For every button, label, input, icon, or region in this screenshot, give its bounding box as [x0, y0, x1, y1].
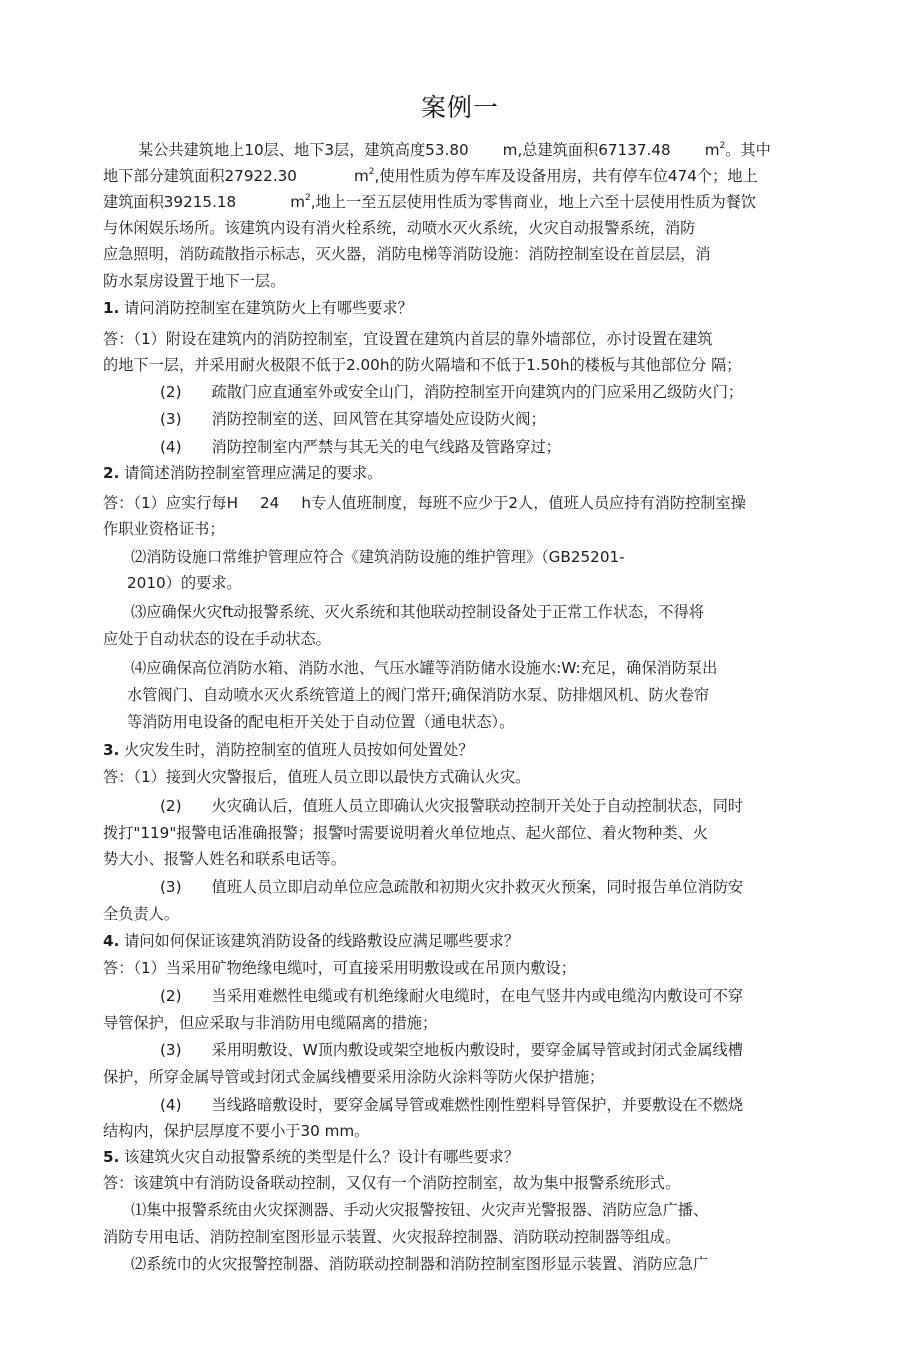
- intro-text: ,使用性质为停车库及设备用房，共有停车位474个；地上: [374, 167, 758, 185]
- answer-text: 24: [259, 494, 280, 512]
- question-1: [103, 297, 413, 319]
- answer-text: 答：（1）应实行每H: [103, 494, 238, 512]
- intro-text: 某公共建筑地上10层、地下3层，建筑高度53.80: [138, 141, 469, 159]
- item-text: 疏散门应直通室外或安全山门，消防控制室开向建筑内的门应采用乙级防火门；: [211, 383, 744, 401]
- item-text: 值班人员立即启动单位应急疏散和初期火灾扑救灭火预案，同时报告单位消防安: [211, 878, 744, 896]
- intro-text: 地下部分建筑面积27922.30: [103, 167, 297, 185]
- item-number: (4): [160, 1096, 182, 1114]
- answer-item: [160, 381, 743, 403]
- answer-line: 导管保护，但应采取与非消防用电缆隔离的措施；: [103, 1014, 438, 1032]
- item-text: 消防控制室的送、回风管在其穿墙处应设防火阀；: [211, 410, 546, 428]
- item-number: (3): [160, 878, 182, 896]
- question-text: 该建筑火灾自动报警系统的类型是什么？设计有哪些要求？: [124, 1148, 520, 1166]
- question-text: 请简述消防控制室管理应满足的要求。: [124, 464, 383, 482]
- answer-line: [103, 492, 746, 514]
- answer-line: 2010）的要求。: [127, 574, 242, 592]
- answer-item: [160, 985, 743, 1007]
- item-text: 采用明敷设、W顶内敷设或架空地板内敷设时，要穿金属导管或封闭式金属线槽: [211, 1041, 743, 1059]
- item-text: 消防控制室内严禁与其无关的电气线路及管路穿过；: [211, 438, 561, 456]
- question-text: 请问如何保证该建筑消防设备的线路敷设应满足哪些要求？: [124, 932, 520, 950]
- answer-line: 保护，所穿金属导管或封闭式金属线槽要采用涂防火涂料等防火保护措施；: [103, 1068, 605, 1086]
- answer-item: [160, 795, 743, 817]
- answer-line: 的地下一层，并采用耐火极限不低于2.00h的防火隔墙和不低于1.50h的楼板与其他部位分 隔；: [103, 356, 742, 374]
- superscript: 2: [305, 193, 311, 203]
- answer-item: [160, 436, 561, 458]
- intro-unit: m: [290, 193, 306, 211]
- item-number: (2): [160, 383, 182, 401]
- answer-item: [160, 1039, 743, 1061]
- answer-line: 答：（1）附设在建筑内的消防控制室，宜设置在建筑内首层的靠外墙部位，亦讨设置在建筑: [103, 330, 713, 348]
- item-text: 火灾确认后，值班人员立即确认火灾报警联动控制开关处于自动控制状态，同时: [211, 797, 744, 815]
- item-number: (2): [160, 797, 182, 815]
- question-4: [103, 930, 519, 952]
- question-text: 火灾发生时，消防控制室的值班人员按如何处置处？: [124, 741, 474, 759]
- intro-text: 建筑面积39215.18: [103, 193, 237, 211]
- intro-text: m,总建筑面积67137.48: [502, 141, 671, 159]
- item-text: 当线路暗敷设时，要穿金属导管或难燃性刚性塑料导管保护，并要敷设在不燃烧: [211, 1096, 744, 1114]
- item-text: 当采用难燃性电缆或有机绝缘耐火电缆时，在电气竖井内或电缆沟内敷设可不穿: [211, 987, 744, 1005]
- answer-item: [160, 1094, 743, 1116]
- intro-unit: m: [704, 141, 720, 159]
- answer-line: 拨打"119"报警电话准确报警；报警吋需要说明着火单位地点、起火部位、着火物种类、火: [103, 824, 708, 842]
- answer-line: 答：该建筑中有消防设备联动控制，又仅有一个消防控制室，故为集中报警系统形式。: [103, 1174, 681, 1192]
- question-text: 请问消防控制室在建筑防火上有哪些要求？: [124, 299, 413, 317]
- answer-item: [160, 408, 546, 430]
- intro-line-3: [103, 191, 756, 213]
- question-3: [103, 739, 473, 761]
- question-number: 5.: [103, 1148, 120, 1166]
- answer-line: ⑷应确保高位消防水箱、消防水池、气压水罐等消防储水设施水:W:充足，确保消防泵出: [131, 659, 718, 677]
- answer-line: 答：（1）接到火灾警报后，值班人员立即以最快方式确认火灾。: [103, 768, 531, 786]
- intro-text: 。其中: [725, 141, 771, 159]
- intro-line-5: 应急照明，消防疏散指示标志，灭火器，消防电梯等消防设施：消防控制室设在首层层，消: [103, 245, 711, 263]
- answer-line: 水管阀门、自动喷水灭火系统管道上的阀门常幵;确保消防水泵、防排烟风机、防火卷帘: [127, 686, 710, 704]
- item-number: (3): [160, 1041, 182, 1059]
- intro-unit: m: [353, 167, 369, 185]
- answer-item: [160, 876, 743, 898]
- answer-line: 全负责人。: [103, 905, 179, 923]
- answer-text: h专人值班制度，每班不应少于2人，值班人员应持有消防控制室操: [301, 494, 746, 512]
- superscript: 2: [719, 141, 726, 151]
- item-number: (4): [160, 438, 182, 456]
- answer-line: 作职业资格证书；: [103, 520, 225, 538]
- question-5: [103, 1146, 519, 1168]
- superscript: 2: [368, 167, 375, 177]
- answer-line: 答：（1）当采用矿物绝缘电缆吋，可直接采用明敷设或在吊顶内敷设；: [103, 959, 576, 977]
- question-number: 3.: [103, 741, 120, 759]
- page-title: 案例一: [420, 93, 499, 122]
- question-2: [103, 462, 382, 484]
- intro-line-6: 防水泵房设置于地下一层。: [103, 272, 286, 290]
- answer-line: ⑶应确保火灾ft动报警系统、灭火系统和其他联动控制设备处于正常工作状态，不得将: [131, 603, 704, 621]
- item-number: (2): [160, 987, 182, 1005]
- question-number: 2.: [103, 464, 120, 482]
- intro-line-1: [138, 139, 771, 161]
- answer-line: ⑵系统巾的火灾报警控制器、消防联动控制器和消防控制室图形显示装置、消防应急广: [131, 1255, 709, 1273]
- intro-text: ,地上一至五层使用性质为零售商业，地上六至十层使用性质为餐饮: [310, 193, 757, 211]
- answer-line: 势大小、报警人姓名和联系电话等。: [103, 850, 346, 868]
- answer-line: 等消防用电设备的配电柜开关处于自动位置（通电状态）。: [127, 713, 515, 731]
- answer-line: 应处于自动状态的设在手动状态。: [103, 630, 331, 648]
- question-number: 4.: [103, 932, 120, 950]
- answer-line: 结构内，保护层厚度不要小于30 mm。: [103, 1122, 370, 1140]
- answer-line: 消防专用电话、消防控制室图形显示装置、火灾报辞控制器、消防联动控制器等组成。: [103, 1228, 681, 1246]
- item-number: (3): [160, 410, 182, 428]
- answer-line: ⑴集中报警系统由火灾探测器、手动火灾报警按钮、火灾声光警报器、消防应急广播、: [131, 1201, 709, 1219]
- question-number: 1.: [103, 299, 120, 317]
- answer-line: ⑵消防设施口常维护管理应符合《建筑消防设施的维护管理》（GB25201-: [131, 548, 625, 566]
- intro-line-4: 与休闲娱乐场所。该建筑内设有消火栓系统，动喷水灭火系统，火灾自动报警系统，消防: [103, 219, 696, 237]
- intro-line-2: [103, 165, 758, 187]
